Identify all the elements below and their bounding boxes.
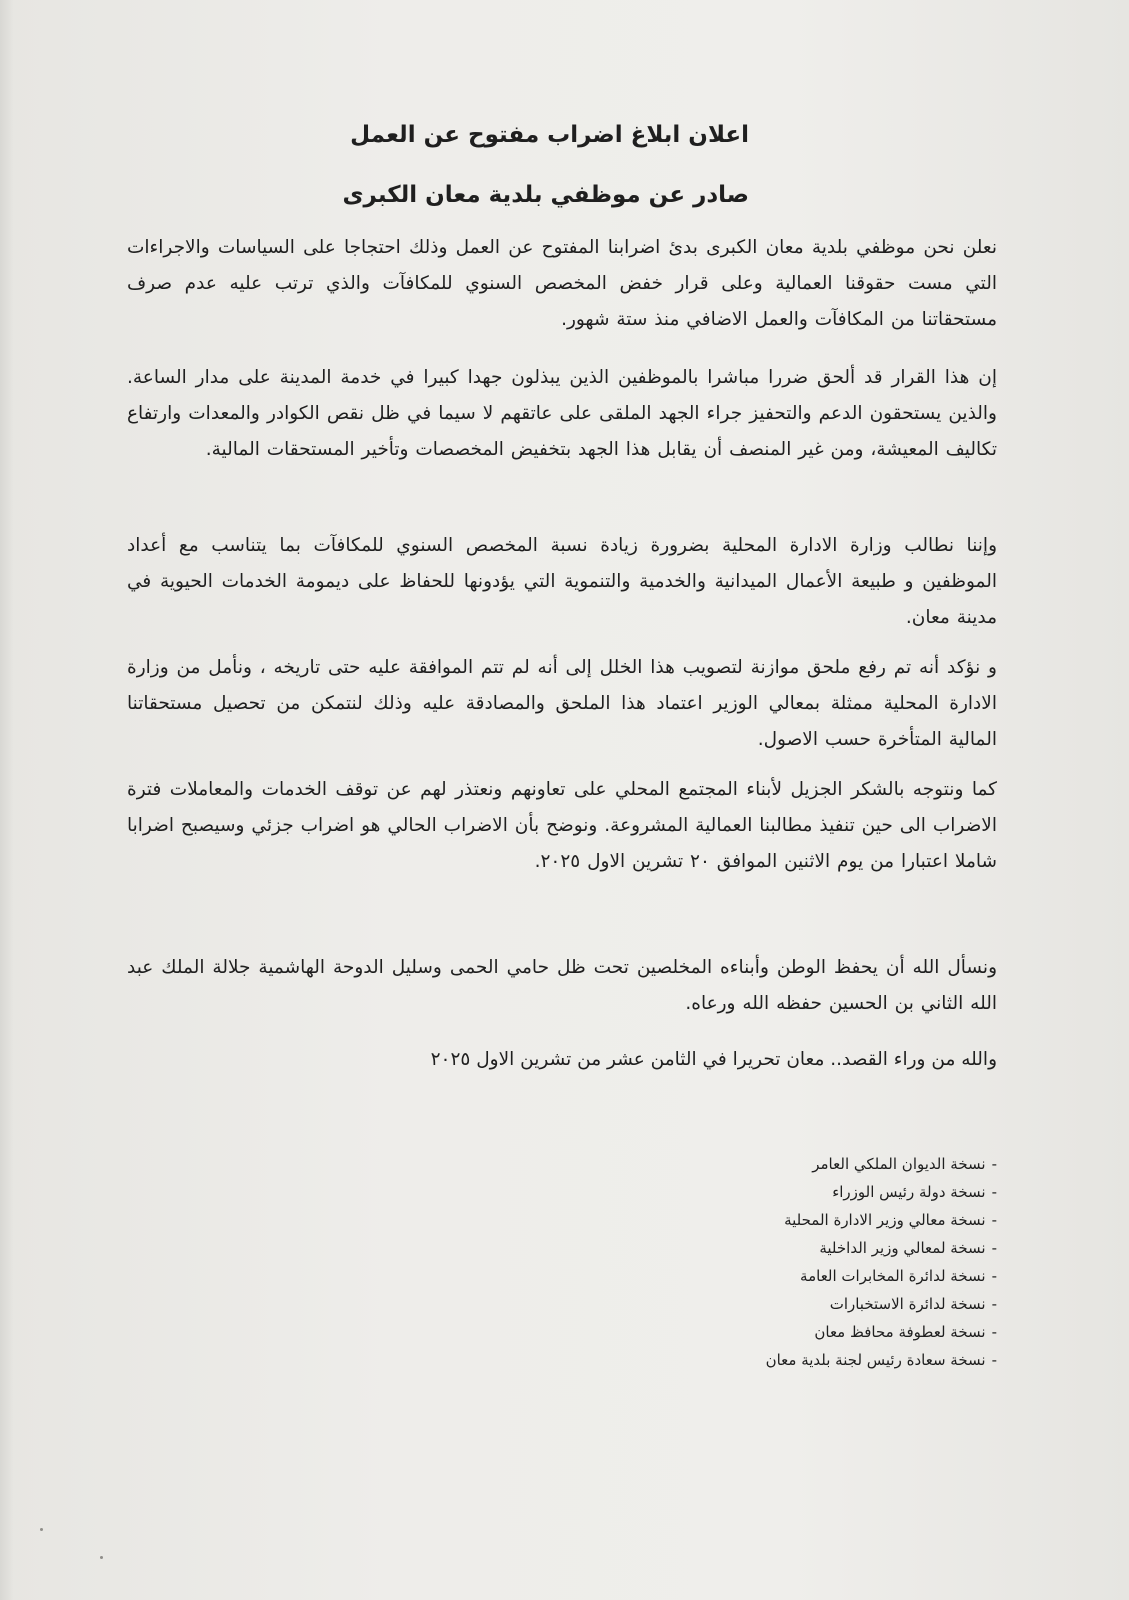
copy-item: [766, 1150, 997, 1178]
list-dash: -: [991, 1211, 997, 1229]
copy-item-label: نسخة لمعالي وزير الداخلية: [819, 1239, 986, 1257]
list-dash: -: [991, 1183, 997, 1201]
paragraph-announcement: نعلن نحن موظفي بلدية معان الكبرى بدئ اضرابنا المفتوح عن العمل وذلك احتجاجا على السياسات والاجراءات التي مست حقوقنا العمالية وعلى قرار خفض المخصص السنوي للمكافآت والذي ترتب عليه عدم صرف مستحقاتنا من المكافآت والعمل الاضافي منذ ستة شهور.: [127, 237, 997, 330]
copy-item: [766, 1346, 997, 1374]
copy-item-label: نسخة الديوان الملكي العامر: [812, 1155, 986, 1173]
paragraph-thanks: كما ونتوجه بالشكر الجزيل لأبناء المجتمع المحلي على تعاونهم ونعتذر لهم عن توقف الخدمات والمعاملات فترة الاضراب الى حين تنفيذ مطالبنا العمالية المشروعة. ونوضح بأن الاضراب الحالي هو اضراب جزئي وسيصبح اضرابا شاملا اعتبارا من يوم الاثنين الموافق ٢٠ تشرين الاول ٢٠٢٥.: [127, 779, 997, 872]
closing-date-line: والله من وراء القصد.. معان تحريرا في الثامن عشر من تشرين الاول ٢٠٢٥: [430, 1049, 997, 1070]
paper-speck: [100, 1556, 103, 1559]
copy-item-label: نسخة لدائرة المخابرات العامة: [800, 1267, 986, 1285]
copy-item: [766, 1318, 997, 1346]
document-title: اعلان ابلاغ اضراب مفتوح عن العمل: [350, 122, 749, 148]
copies-list: [766, 1150, 997, 1374]
copy-item: [766, 1262, 997, 1290]
paragraph-prayer: ونسأل الله أن يحفظ الوطن وأبناءه المخلصين تحت ظل حامي الحمى وسليل الدوحة الهاشمية جلالة الملك عبد الله الثاني بن الحسين حفظه الله ورعاه.: [127, 957, 997, 1014]
copy-item: [766, 1178, 997, 1206]
copy-item-label: نسخة سعادة رئيس لجنة بلدية معان: [765, 1351, 986, 1369]
paragraph-budget-annex: و نؤكد أنه تم رفع ملحق موازنة لتصويب هذا الخلل إلى أنه لم تتم الموافقة عليه حتى تاريخه ، ونأمل من وزارة الادارة المحلية ممثلة بمعالي الوزير اعتماد هذا الملحق والمصادقة عليه وذلك لنتمكن من تحصيل مستحقاتنا المالية المتأخرة حسب الاصول.: [127, 657, 997, 750]
copy-item: [766, 1234, 997, 1262]
copy-item-label: نسخة دولة رئيس الوزراء: [832, 1183, 986, 1201]
paper-speck: [40, 1528, 43, 1531]
page-edge-shadow: [0, 0, 14, 1600]
copy-item-label: نسخة لعطوفة محافظ معان: [814, 1323, 986, 1341]
list-dash: -: [991, 1323, 997, 1341]
paragraph-demands: وإننا نطالب وزارة الادارة المحلية بضرورة زيادة نسبة المخصص السنوي للمكافآت بما يتناسب مع أعداد الموظفين و طبيعة الأعمال الميدانية والخدمية والتنموية التي يؤدونها للحفاظ على ديمومة الخدمات الحيوية في مدينة معان.: [127, 535, 997, 628]
copy-item-label: نسخة معالي وزير الادارة المحلية: [784, 1211, 986, 1229]
list-dash: -: [991, 1267, 997, 1285]
list-dash: -: [991, 1155, 997, 1173]
copy-item: [766, 1206, 997, 1234]
paragraph-impact: إن هذا القرار قد ألحق ضررا مباشرا بالموظفين الذين يبذلون جهدا كبيرا في خدمة المدينة على مدار الساعة. والذين يستحقون الدعم والتحفيز جراء الجهد الملقى على عاتقهم لا سيما في ظل نقص الكوادر والمعدات وارتفاع تكاليف المعيشة، ومن غير المنصف أن يقابل هذا الجهد بتخفيض المخصصات وتأخير المستحقات المالية.: [127, 367, 997, 460]
copy-item-label: نسخة لدائرة الاستخبارات: [829, 1295, 986, 1313]
copy-item: [766, 1290, 997, 1318]
document-subtitle: صادر عن موظفي بلدية معان الكبرى: [342, 182, 749, 208]
list-dash: -: [991, 1239, 997, 1257]
list-dash: -: [991, 1351, 997, 1369]
list-dash: -: [991, 1295, 997, 1313]
